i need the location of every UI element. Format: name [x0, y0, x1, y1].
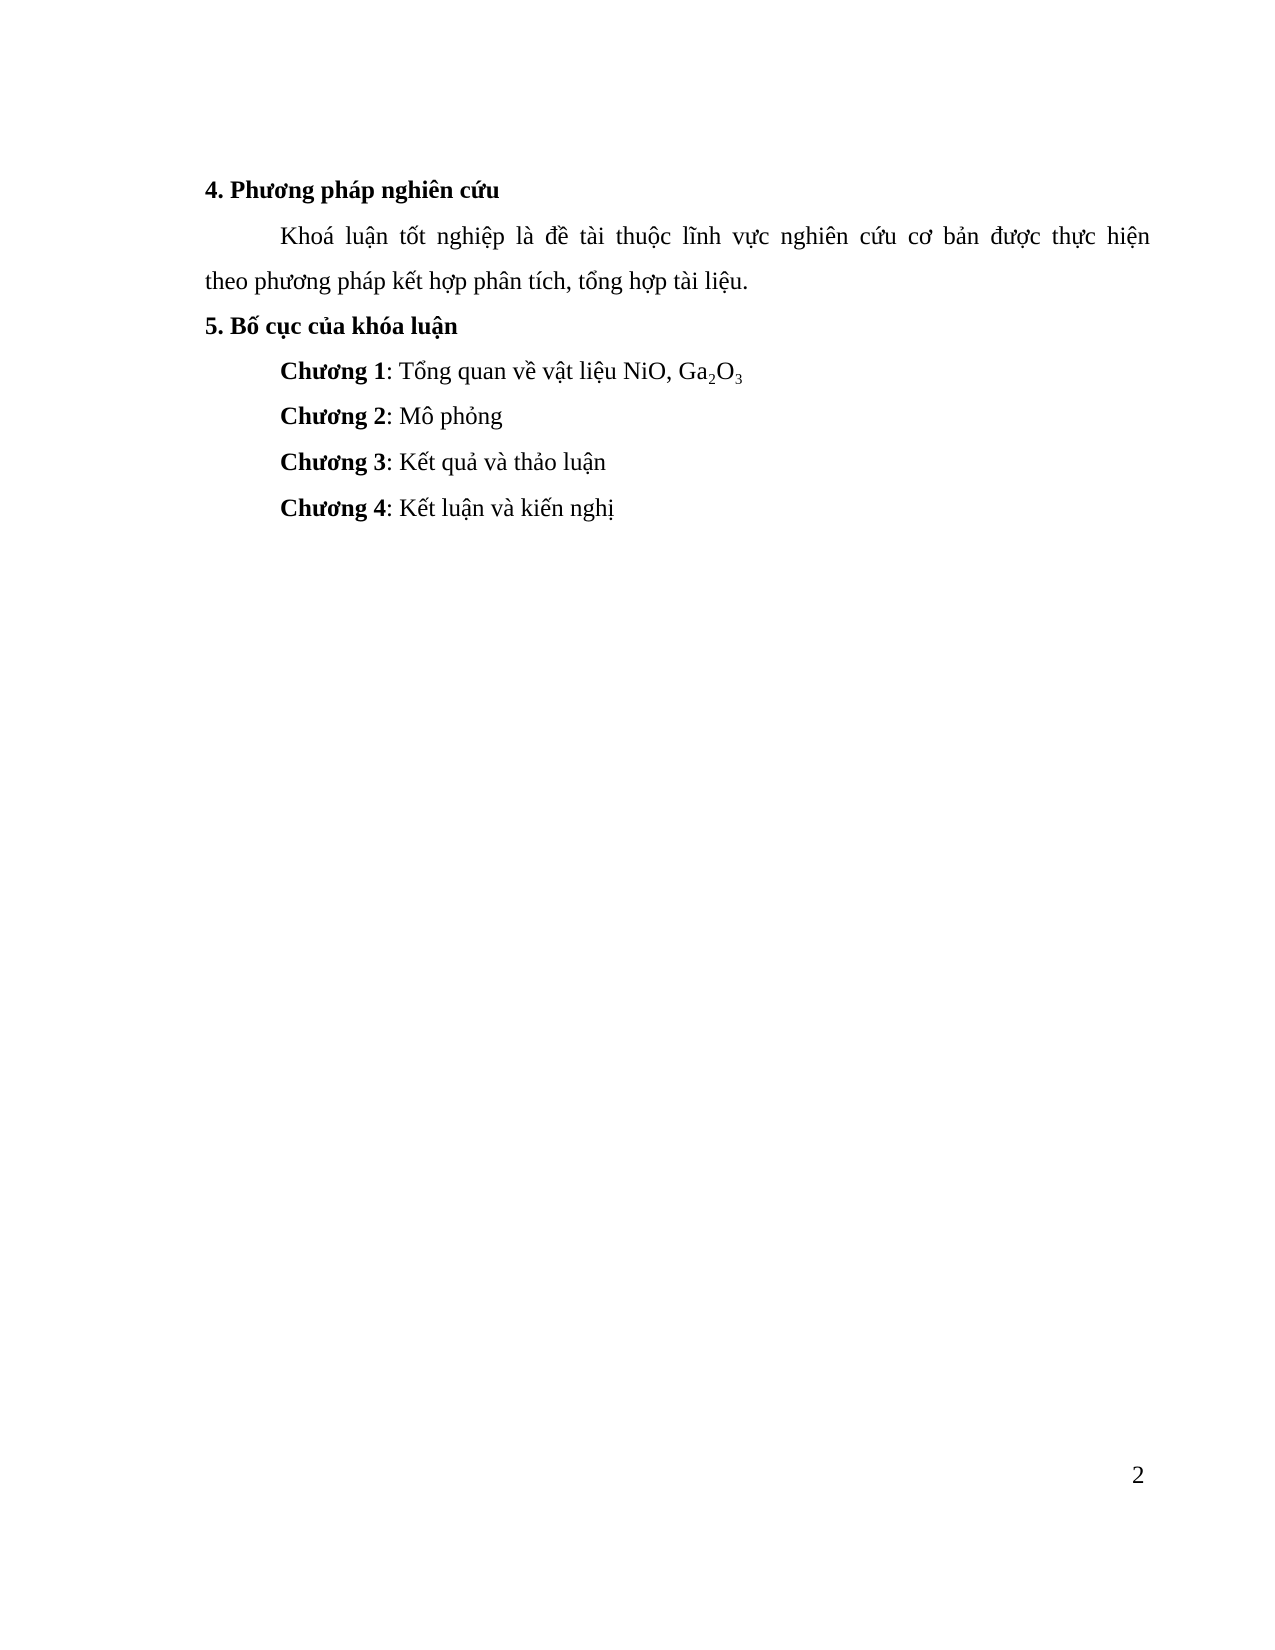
section-heading-structure: 5. Bố cục của khóa luận [205, 313, 458, 340]
section-heading-methods: 4. Phương pháp nghiên cứu [205, 177, 500, 204]
chapter-label: Chương 1 [280, 358, 386, 385]
chapter-label: Chương 4 [280, 495, 386, 522]
chapter-label: Chương 3 [280, 449, 386, 476]
chapter-item-1 [280, 358, 743, 386]
paragraph-line-2: theo phương pháp kết hợp phân tích, tổng hợp tài liệu. [205, 268, 749, 295]
chapter-label: Chương 2 [280, 403, 386, 430]
chapter-item-4 [280, 495, 614, 523]
chapter-title: : Kết luận và kiến nghị [385, 495, 615, 522]
chapter-item-3 [280, 449, 606, 477]
chapter-title: : Kết quả và thảo luận [385, 449, 607, 476]
chapter-item-2 [280, 403, 503, 431]
chapter-title: : Tổng quan về vật liệu NiO, Ga₂O₃ [385, 358, 744, 385]
page-number: 2 [1132, 1462, 1145, 1489]
paragraph-line-1: Khoá luận tốt nghiệp là đề tài thuộc lĩnh vực nghiên cứu cơ bản được thực hiện [280, 223, 1150, 250]
chapter-title: : Mô phỏng [385, 403, 503, 430]
